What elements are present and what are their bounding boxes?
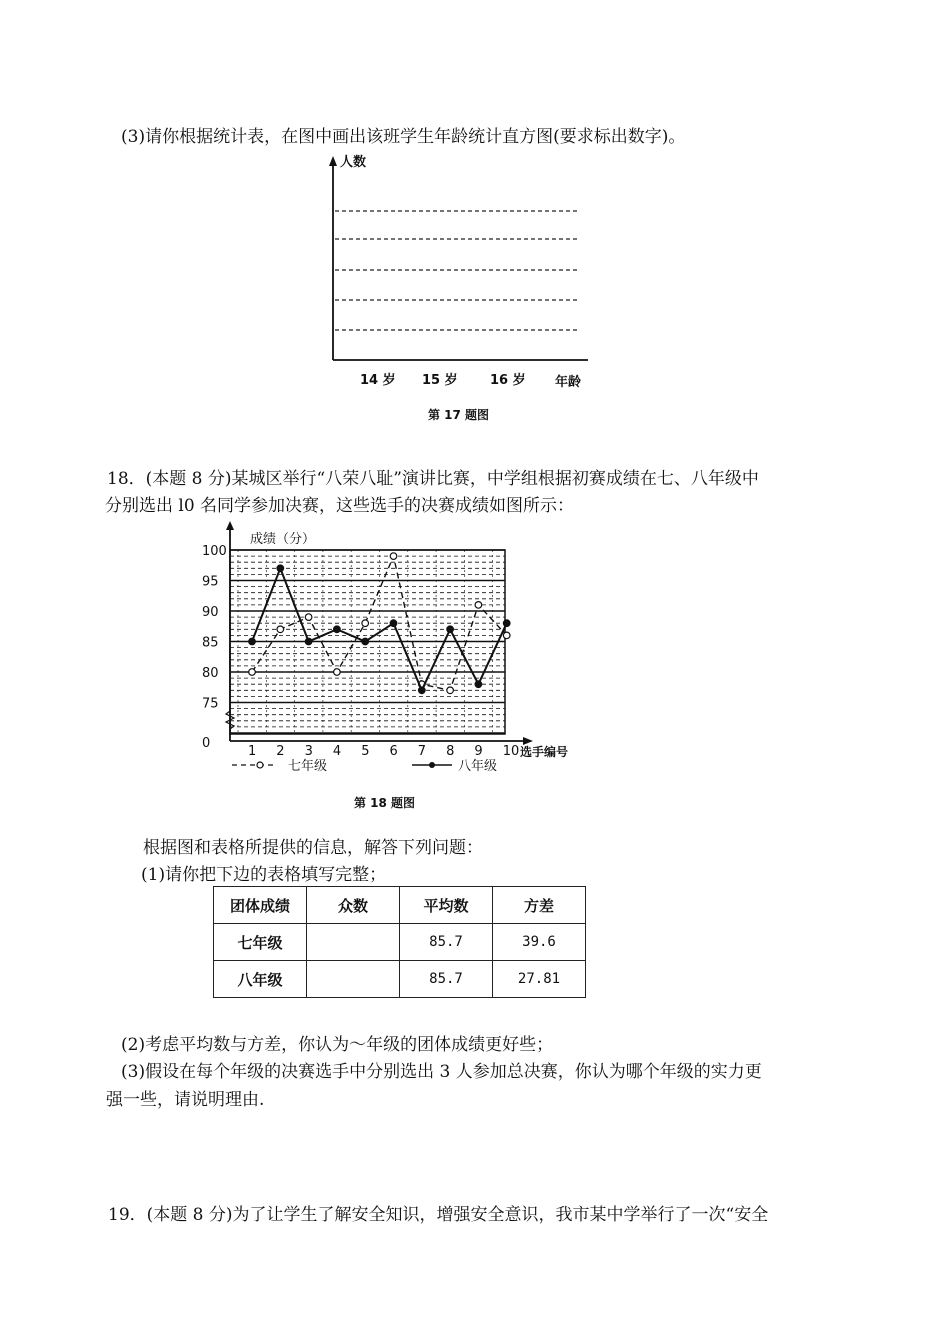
cell-variance-grade7: 39.6	[493, 924, 586, 961]
row-label-grade7: 七年级	[214, 924, 307, 961]
header-variance: 方差	[493, 887, 586, 924]
q17-histogram-grid	[300, 148, 600, 423]
q18-xtick-label: 4	[332, 744, 342, 759]
q17-dashed-lines	[335, 211, 580, 330]
header-mean: 平均数	[400, 887, 493, 924]
q18-point-grade7	[249, 669, 256, 676]
q18-ytick-label: 90	[202, 605, 219, 620]
q18-intro-line1: 18．(本题 8 分)某城区举行“八荣八耻”演讲比赛，中学组根据初赛成绩在七、八年级中	[107, 469, 759, 489]
q18-point-grade8	[334, 626, 341, 633]
q18-xtick-label: 1	[248, 744, 257, 759]
q18-point-grade8	[503, 620, 510, 627]
q17-xtick-15: 15 岁	[422, 373, 458, 388]
q18-part1: (1)请你把下边的表格填写完整；	[141, 865, 387, 885]
q18-part3-line2: 强一些，请说明理由.	[106, 1090, 265, 1110]
cell-mode-grade8[interactable]	[307, 961, 400, 998]
q18-ylabel: 成绩（分）	[250, 532, 316, 547]
q18-xtick-label: 8	[446, 744, 455, 759]
q18-point-grade8	[305, 638, 312, 645]
q18-xtick-label: 10	[502, 744, 520, 759]
q18-y-axis-arrow	[226, 521, 234, 530]
q18-point-grade8	[362, 638, 369, 645]
q18-ytick-label: 0	[202, 736, 211, 751]
table-row	[214, 924, 586, 961]
q18-ytick-label: 80	[202, 666, 219, 681]
q18-point-grade7	[334, 669, 341, 676]
q18-point-grade7	[475, 602, 482, 609]
table-row	[214, 961, 586, 998]
q17-caption: 第 17 题图	[428, 408, 490, 422]
q18-point-grade7	[277, 626, 284, 633]
q17-ylabel: 人数	[340, 155, 367, 170]
q18-xtick-label: 7	[417, 744, 427, 759]
cell-variance-grade8: 27.81	[493, 961, 586, 998]
q18-part2: (2)考虑平均数与方差，你认为～年级的团体成绩更好些；	[121, 1035, 554, 1055]
cell-mean-grade8: 85.7	[400, 961, 493, 998]
cell-mode-grade7[interactable]	[307, 924, 400, 961]
q18-legend-grade7: 七年级	[288, 759, 328, 774]
header-mode: 众数	[307, 887, 400, 924]
q18-point-grade8	[277, 565, 284, 572]
q18-point-grade7	[305, 614, 312, 621]
q18-point-grade8	[390, 620, 397, 627]
q18-point-grade8	[249, 638, 256, 645]
q18-point-grade7	[447, 687, 454, 694]
header-team-score: 团体成绩	[214, 887, 307, 924]
q18-xtick-label: 6	[389, 744, 398, 759]
q18-point-grade8	[475, 681, 482, 688]
q18-xlabel: 选手编号	[520, 745, 569, 759]
q18-legend	[232, 758, 497, 774]
q18-ytick-label: 85	[202, 635, 219, 651]
q18-ytick-label: 100	[202, 544, 227, 559]
q18-xticks	[248, 744, 519, 759]
q18-xtick-label: 9	[474, 744, 483, 759]
q17-part3-text: (3)请你根据统计表，在图中画出该班学生年龄统计直方图(要求标出数字)。	[121, 127, 686, 147]
q18-point-grade7	[362, 620, 369, 627]
row-label-grade8: 八年级	[214, 961, 307, 998]
cell-mean-grade7: 85.7	[400, 924, 493, 961]
q18-x-axis-arrow	[523, 737, 533, 745]
q17-xtick-16: 16 岁	[490, 373, 526, 388]
q18-xtick-label: 5	[361, 744, 370, 759]
table-header-row	[214, 887, 586, 924]
q18-intro-line2: 分别选出 l0 名同学参加决赛，这些选手的决赛成绩如图所示：	[105, 496, 575, 516]
q18-legend-grade8: 八年级	[458, 759, 498, 774]
q18-instruction: 根据图和表格所提供的信息，解答下列问题：	[143, 838, 483, 858]
q18-point-grade7	[390, 553, 397, 560]
q18-stats-table	[213, 886, 586, 998]
q19-intro: 19．(本题 8 分)为了让学生了解安全知识，增强安全意识，我市某中学举行了一次“安全	[108, 1205, 769, 1225]
q17-xlabel: 年龄	[555, 375, 582, 390]
q18-xtick-label: 2	[276, 744, 285, 759]
q18-point-grade7	[503, 632, 510, 639]
q18-ytick-label: 75	[202, 696, 219, 712]
q18-xtick-label: 3	[304, 744, 313, 759]
q18-point-grade8	[419, 687, 426, 694]
q18-caption: 第 18 题图	[354, 796, 416, 810]
q18-part3-line1: (3)假设在每个年级的决赛选手中分别选出 3 人参加总决赛，你认为哪个年级的实力更	[121, 1062, 762, 1082]
q18-yticks	[202, 544, 227, 751]
q18-point-grade8	[447, 626, 454, 633]
q18-ytick-label: 95	[202, 574, 219, 590]
q18-line-chart	[190, 515, 590, 780]
q17-y-axis-arrow	[329, 156, 337, 166]
q17-xtick-14: 14 岁	[360, 373, 396, 388]
